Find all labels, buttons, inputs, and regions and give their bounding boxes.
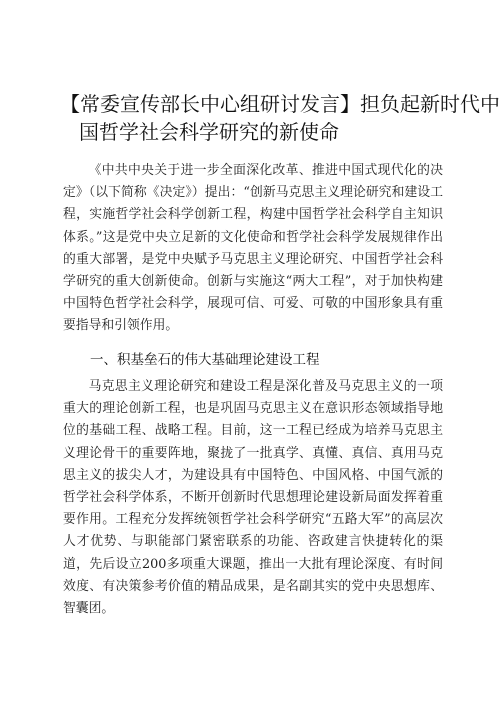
section-heading-1: 一、积基垒石的伟大基础理论建设工程 bbox=[90, 352, 320, 368]
document-title bbox=[60, 90, 500, 146]
intro-paragraph: 《中共中央关于进一步全面深化改革、推进中国式现代化的决定》（以下简称《决定》）提出：“创新马克思主义理论研究和建设工程，实施哲学社会科学创新工程，构建中国哲学社会科学自主知识体系。”这是党中央立足新的文化使命和哲学社会科学发展规律作出的重大部署，是党中央赋予马克思主义理论研究、中国哲学社会科学研究的重大创新使命。创新与实施这“两大工程”，对于加快构建中国特色哲学社会科学，展现可信、可爱、可敬的中国形象具有重要指导和引领作用。 bbox=[63, 163, 443, 334]
document-title-line-1: 【常委宣传部长中心组研讨发言】担负起新时代中 bbox=[60, 92, 500, 116]
section-1-paragraph: 马克思主义理论研究和建设工程是深化普及马克思主义的一项重大的理论创新工程，也是巩固马克思主义在意识形态领域指导地位的基础工程、战略工程。目前，这一工程已经成为培养马克思主义理论骨干的重要阵地，聚拢了一批真学、真懂、真信、真用马克思主义的拔尖人才，为建设具有中国特色、中国风格、中国气派的哲学社会科学体系，不断开创新时代思想理论建设新局面发挥着重要作用。工程充分发挥统领哲学社会科学研究“五路大军”的高层次人才优势、与职能部门紧密联系的功能、咨政建言快捷转化的渠道，先后设立200多项重大课题，推出一大批有理论深度、有时间效度、有决策参考价值的精品成果，是名副其实的党中央思想库、智囊团。 bbox=[63, 379, 443, 617]
document-title-line-2: 国哲学社会科学研究的新使命 bbox=[79, 120, 339, 144]
